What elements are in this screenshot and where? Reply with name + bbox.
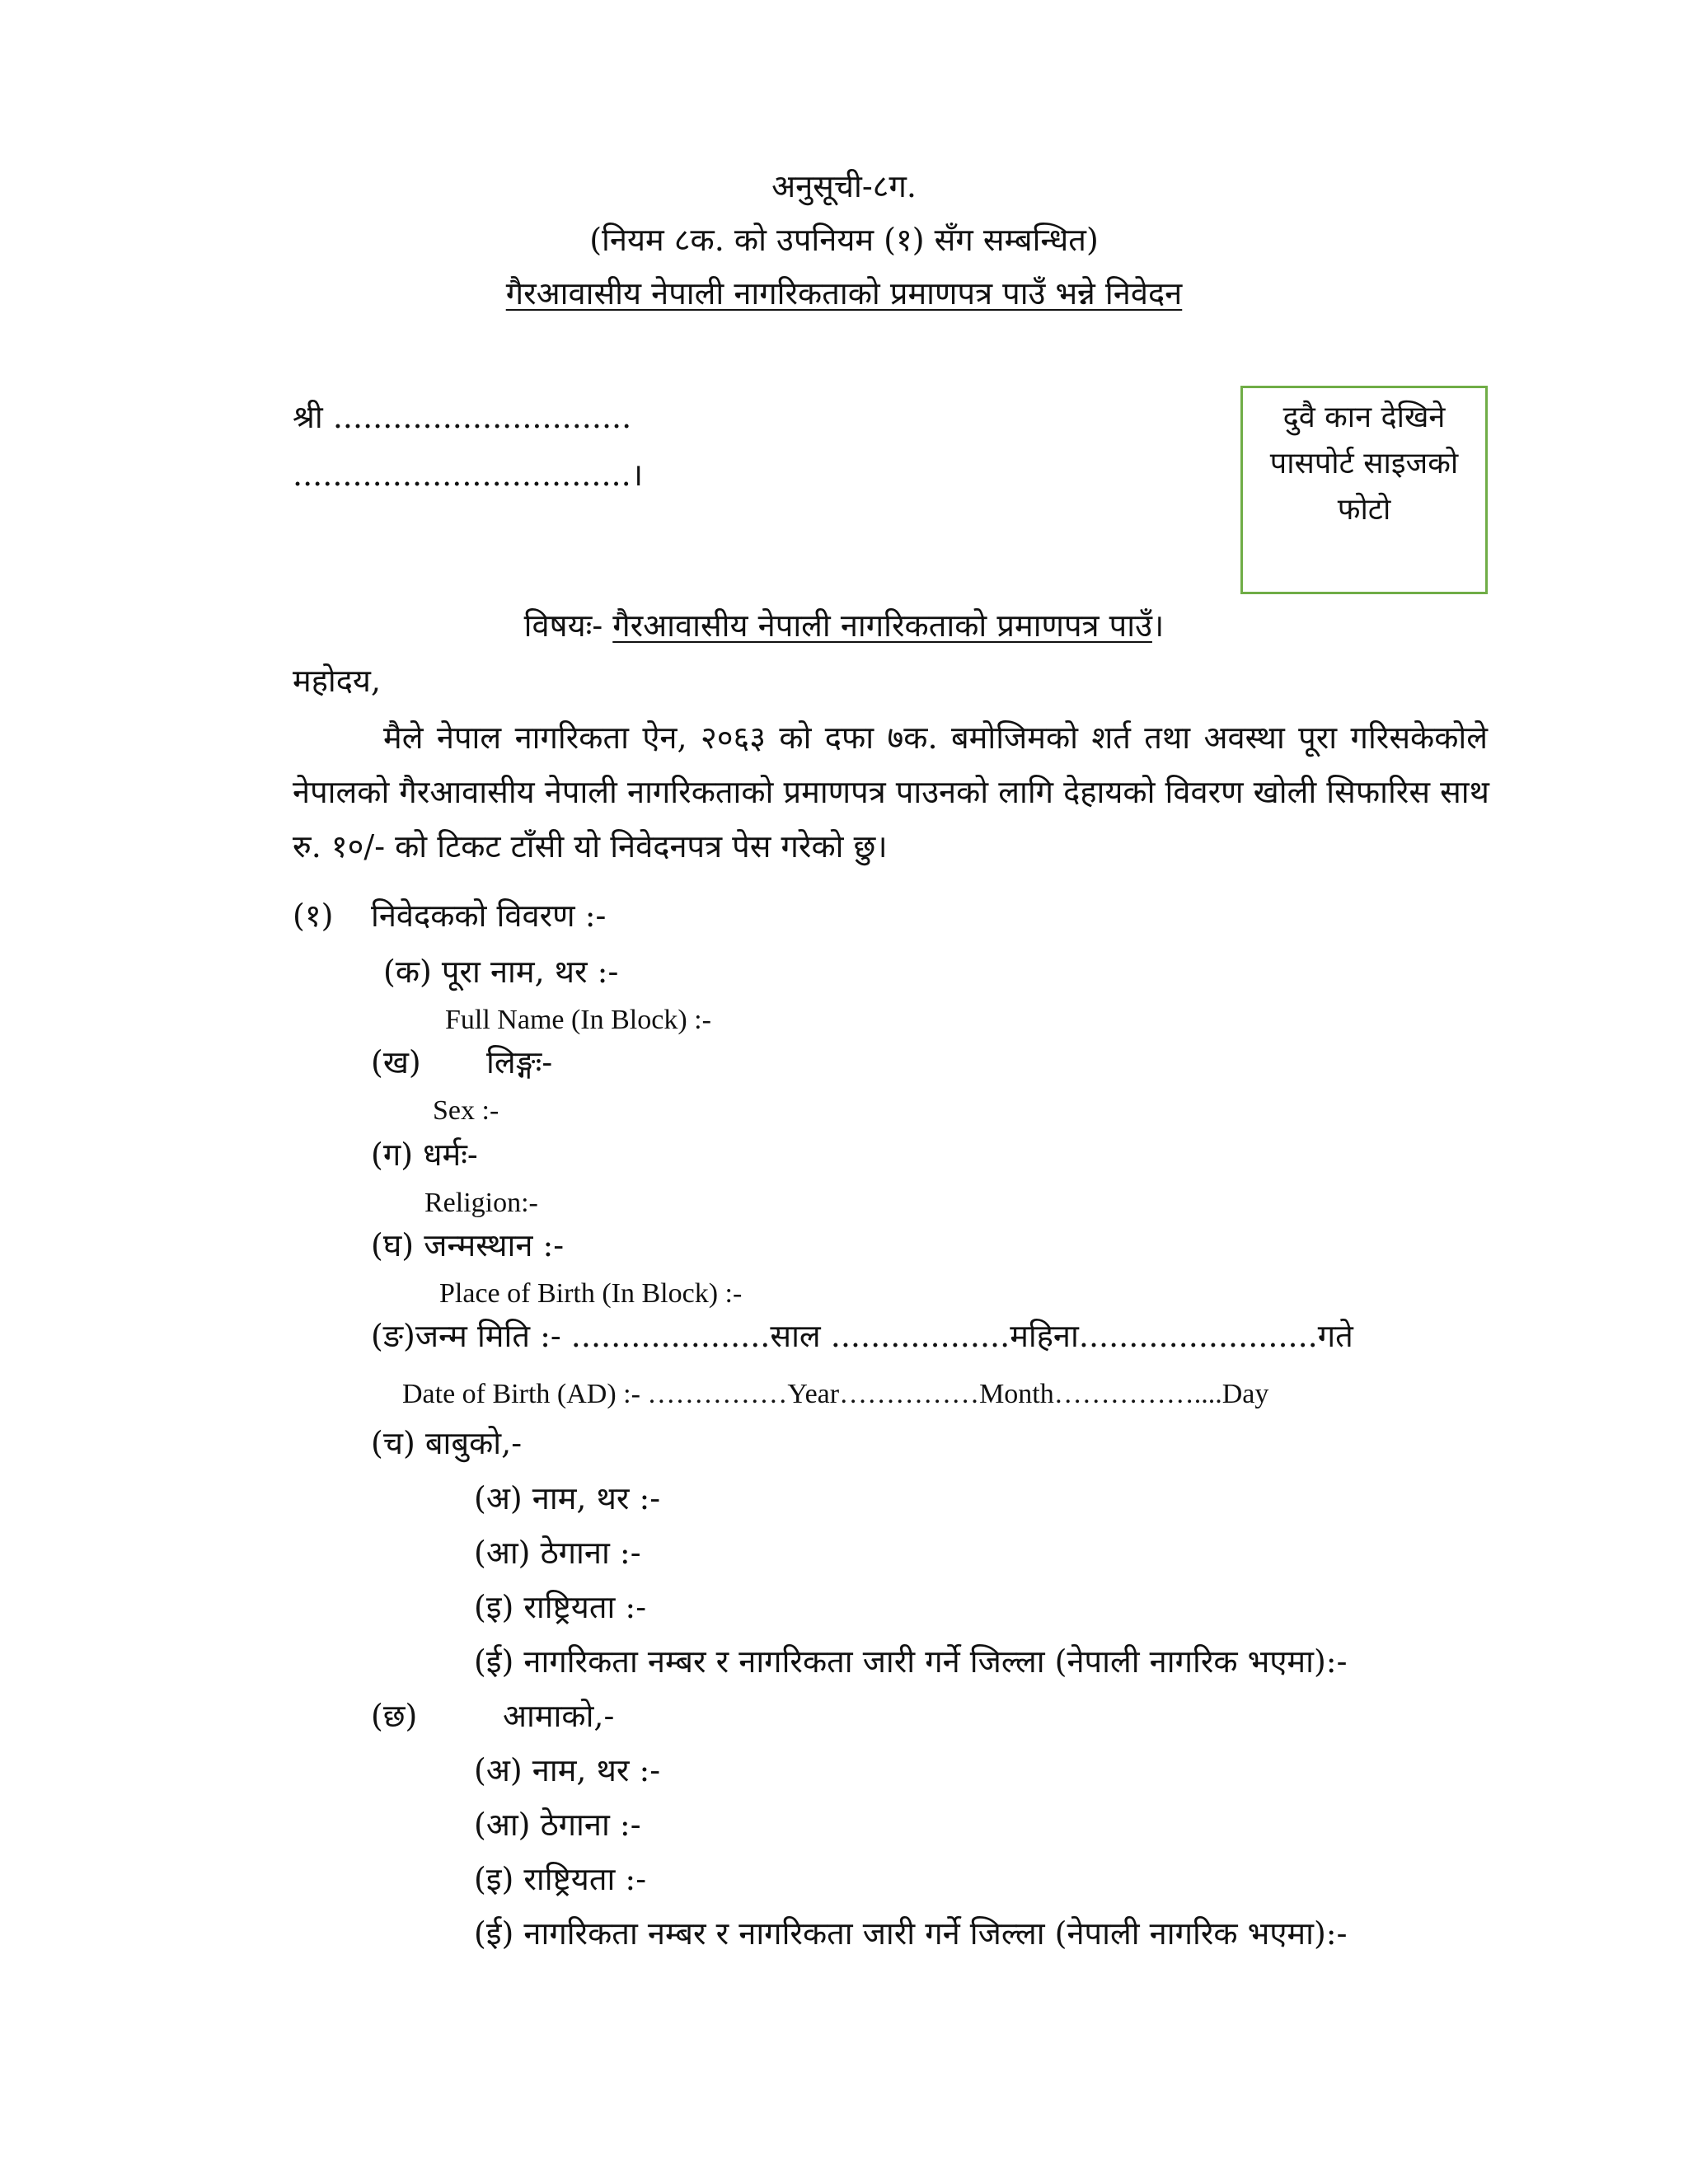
- religion-np-label: (ग) धर्मः-: [371, 1137, 478, 1173]
- full-name-np-label: (क) पूरा नाम, थर :-: [383, 954, 619, 990]
- mother-citizenship-label: (ई) नागरिकता नम्बर र नागरिकता जारी गर्ने जिल्ला (नेपाली नागरिक भएमा):-: [474, 1915, 1348, 1952]
- birthplace-np-label: (घ) जन्मस्थान :-: [371, 1227, 565, 1263]
- body-paragraph: [293, 710, 1488, 874]
- schedule-number: अनुसूची-८ग.: [771, 168, 917, 204]
- birthplace-en-label: Place of Birth (In Block) :-: [439, 1278, 743, 1309]
- photo-box-line-2: पासपोर्ट साइजको: [1269, 447, 1459, 480]
- subject-end: ।: [1151, 607, 1165, 644]
- mother-nationality-label: (इ) राष्ट्रियता :-: [474, 1861, 647, 1897]
- addressee-line-2: ..................................।: [293, 457, 644, 493]
- form-title: [0, 276, 1688, 312]
- sex-np-label: लिङ्गः-: [486, 1044, 553, 1080]
- sex-en-label: Sex :-: [433, 1095, 499, 1126]
- body-line-1: मैले नेपाल नागरिकता ऐन, २०६३ को दफा ७क. बमोजिमको शर्त तथा अवस्था पूरा गरिसकेकोले: [383, 719, 1488, 756]
- body-line-2: नेपालको गैरआवासीय नेपाली नागरिकताको प्रमाणपत्र पाउनको लागि देहायको विवरण खोली सिफारिस साथ: [293, 774, 1489, 810]
- addressee-line-1: श्री ..............................: [293, 399, 632, 435]
- father-address-label: (आ) ठेगाना :-: [474, 1535, 641, 1571]
- photo-box-line-1: दुवै कान देखिने: [1282, 401, 1446, 434]
- dob-en-line: Date of Birth (AD) :- ……………Year……………Month……………....Day: [402, 1379, 1269, 1409]
- father-citizenship-label: (ई) नागरिकता नम्बर र नागरिकता जारी गर्ने जिल्ला (नेपाली नागरिक भएमा):-: [474, 1643, 1348, 1680]
- body-line-3: रु. १०/- को टिकट टाँसी यो निवेदनपत्र पेस गरेको छु।: [293, 828, 888, 865]
- form-title-text: गैरआवासीय नेपाली नागरिकताको प्रमाणपत्र पाउँ भन्ने निवेदन: [505, 275, 1183, 312]
- photo-box-line-3: फोटो: [1337, 493, 1391, 527]
- mother-heading: आमाको,-: [503, 1698, 615, 1734]
- section-1-title: निवेदकको विवरण :-: [371, 898, 607, 934]
- salutation: महोदय,: [293, 663, 382, 699]
- mother-name-label: (अ) नाम, थर :-: [474, 1752, 661, 1788]
- rule-reference: (नियम ८क. को उपनियम (१) सँग सम्बन्धित): [589, 222, 1099, 258]
- section-1-number: (१): [293, 898, 334, 934]
- dob-np-line: (ङ)जन्म मिति :- ....................साल ..................महिना........................गते: [371, 1318, 1353, 1354]
- subject-label: विषयः-: [523, 607, 613, 644]
- religion-en-label: Religion:-: [424, 1188, 538, 1218]
- mother-item-label: (छ): [371, 1698, 418, 1734]
- mother-address-label: (आ) ठेगाना :-: [474, 1807, 641, 1843]
- subject-line: [0, 608, 1688, 644]
- subject-text: गैरआवासीय नेपाली नागरिकताको प्रमाणपत्र पाउँ: [612, 607, 1152, 644]
- father-nationality-label: (इ) राष्ट्रियता :-: [474, 1589, 647, 1625]
- father-heading: (च) बाबुको,-: [371, 1425, 523, 1461]
- photo-placeholder-box: [1240, 386, 1488, 594]
- father-name-label: (अ) नाम, थर :-: [474, 1480, 661, 1516]
- sex-item-label: (ख): [371, 1044, 421, 1080]
- full-name-en-label: Full Name (In Block) :-: [445, 1005, 711, 1035]
